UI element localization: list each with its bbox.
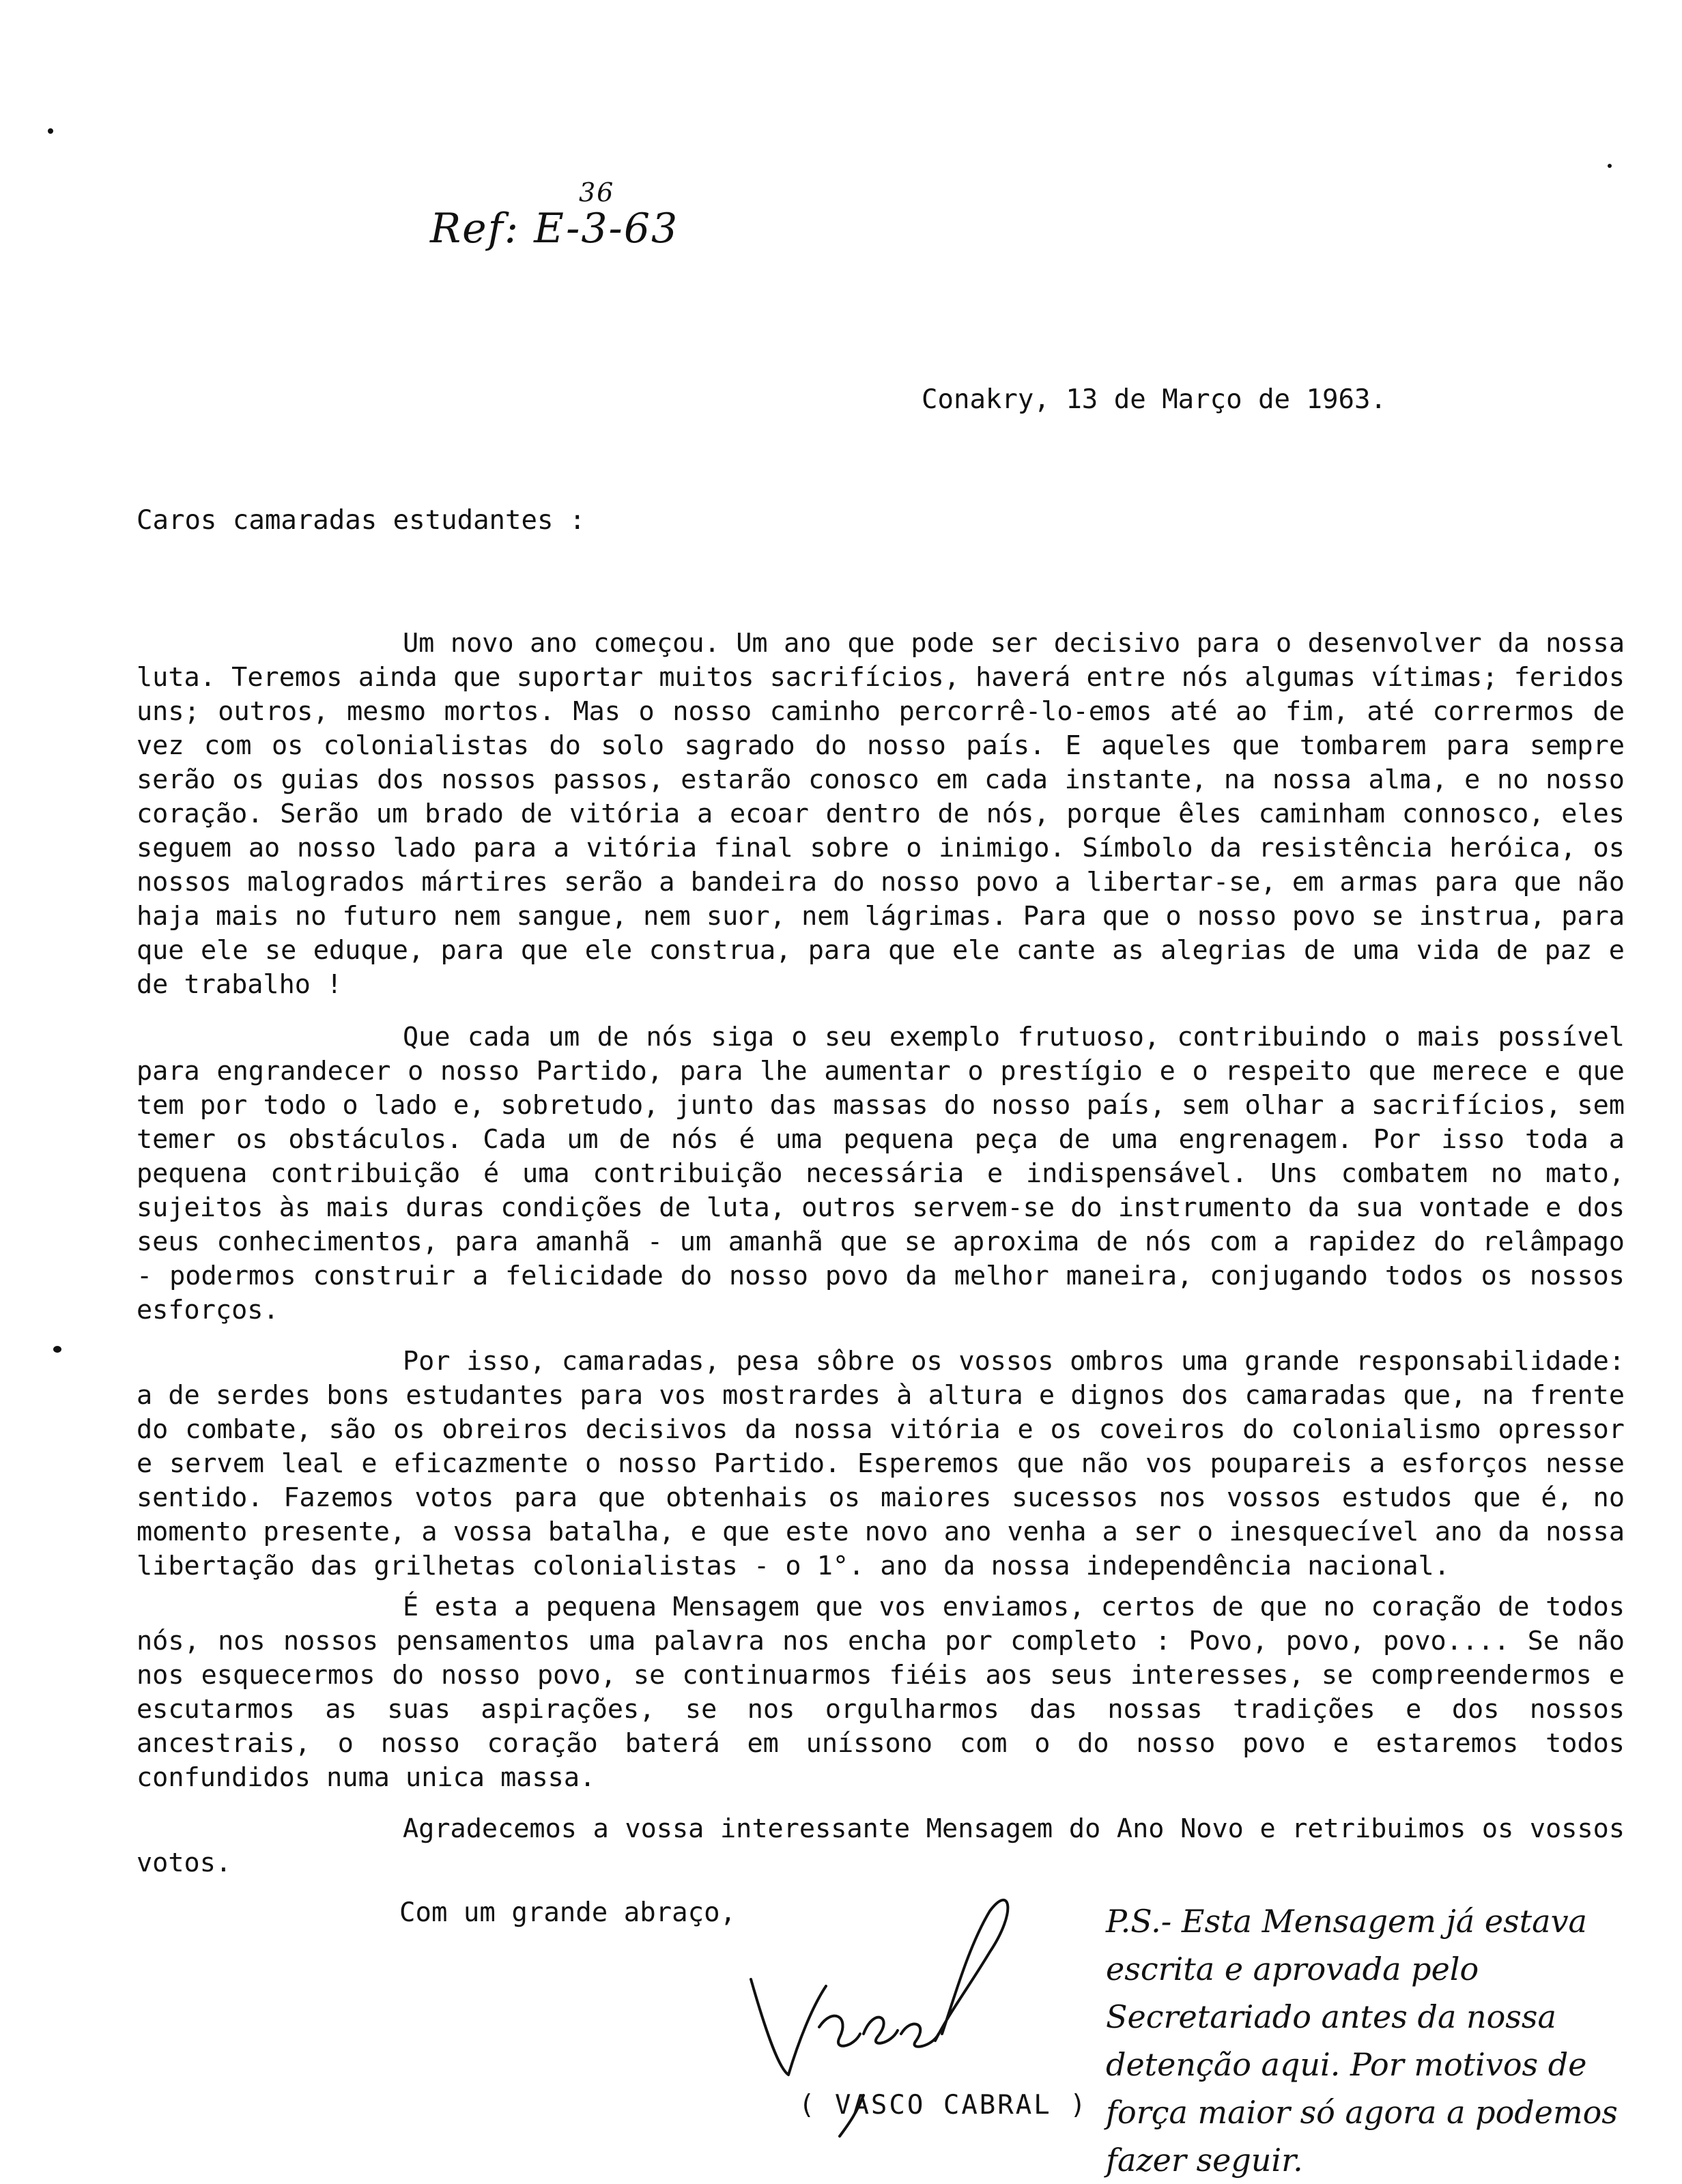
signatory-name: ( VASCO CABRAL ): [799, 2090, 1088, 2121]
scan-speck: [48, 128, 53, 134]
scan-speck: [1608, 164, 1612, 168]
postscript: P.S.- Esta Mensagem já estava escrita e aprovada pelo Secretariado antes da nossa detenção aqui. Por motivos de força maior só agora a podemos fazer seguir.: [1106, 1903, 1618, 2179]
paragraph-1-text: Um novo ano começou. Um ano que pode ser decisivo para o desenvolver da nossa luta. Teremos ainda que suportar muitos sacrifícios, haverá entre nós algumas vítimas; feridos uns; outros, mesmo mortos. Mas o nosso caminho percorrê-lo-emos até ao fim, até corrermos de vez com os colonialistas do solo sagrado do nosso país. E aqueles que tombarem para sempre serão os guias dos nossos passos, estarão conosco em cada instante, na nossa alma, e no nosso coração. Serão um brado de vitória a ecoar dentro de nós, porque êles caminham connosco, eles seguem ao nosso lado para a vitória final sobre o inimigo. Símbolo da resistência heróica, os nossos malogrados mártires serão a bandeira do nosso povo a libertar-se, em armas para que não haja mais no futuro nem sangue, nem suor, nem lágrimas. Para que o nosso povo se instrua, para que ele se eduque, para que ele construa, para que ele cante as alegrias de uma vida de paz e de trabalho !: [137, 628, 1625, 1000]
paragraph-5-text: Agradecemos a vossa interessante Mensagem do Ano Novo e retribuimos os vossos votos.: [137, 1813, 1625, 1878]
reference-superscript: 36: [579, 177, 615, 207]
paragraph-2: [137, 1020, 1625, 1327]
reference-suffix: 3-63: [581, 205, 679, 253]
paragraph-2-text: Que cada um de nós siga o seu exemplo frutuoso, contribuindo o mais possível para engrandecer o nosso Partido, para lhe aumentar o prestígio e o respeito que merece e que tem por todo o lado e, sobretudo, junto das massas do nosso país, sem olhar a sacrifícios, sem temer os obstáculos. Cada um de nós é uma pequena peça de uma engrenagem. Por isso toda a pequena contribuição é uma contribuição necessária e indispensável. Uns combatem no mato, sujeitos às mais duras condições de luta, outros servem-se do instrumento da sua vontade e dos seus conhecimentos, para amanhã - um amanhã que se aproxima de nós com a rapidez do relâmpago - podermos construir a felicidade do nosso povo da melhor maneira, conjugando todos os nossos esforços.: [137, 1022, 1625, 1325]
paragraph-1: [137, 627, 1625, 1002]
scan-speck: [53, 1346, 61, 1353]
paragraph-4-text: É esta a pequena Mensagem que vos enviamos, certos de que no coração de todos nós, nos nossos pensamentos uma palavra nos encha por completo : Povo, povo, povo.... Se não nos esquecermos do nosso povo, se continuarmos fiéis aos seus interesses, se compreendermos e escutarmos as suas aspirações, se nos orgulharmos das nossas tradições e dos nossos ancestrais, o nosso coração baterá em uníssono com o do nosso povo e estaremos todos confundidos numa unica massa.: [137, 1592, 1625, 1793]
salutation: Caros camaradas estudantes :: [137, 505, 586, 536]
reference-prefix: Ref: E-: [430, 205, 582, 253]
dateline: Conakry, 13 de Março de 1963.: [922, 384, 1386, 415]
closing: Com um grande abraço,: [399, 1897, 737, 1928]
paragraph-3: [137, 1345, 1625, 1583]
paragraph-3-text: Por isso, camaradas, pesa sôbre os vossos ombros uma grande responsabilidade: a de serdes bons estudantes para vos mostrardes à altura e dignos dos camaradas que, na frente do combate, são os obreiros decisivos da nossa vitória e os coveiros do colonialismo opressor e servem leal e eficazmente o nosso Partido. Esperemos que não vos poupareis a esforços nesse sentido. Fazemos votos para que obtenhais os maiores sucessos nos vossos estudos que é, no momento presente, a vossa batalha, e que este novo ano venha a ser o inesquecível ano da nossa libertação das grilhetas colonialistas - o 1°. ano da nossa independência nacional.: [137, 1346, 1625, 1581]
paragraph-4: [137, 1590, 1625, 1795]
reference-number: [430, 177, 679, 253]
